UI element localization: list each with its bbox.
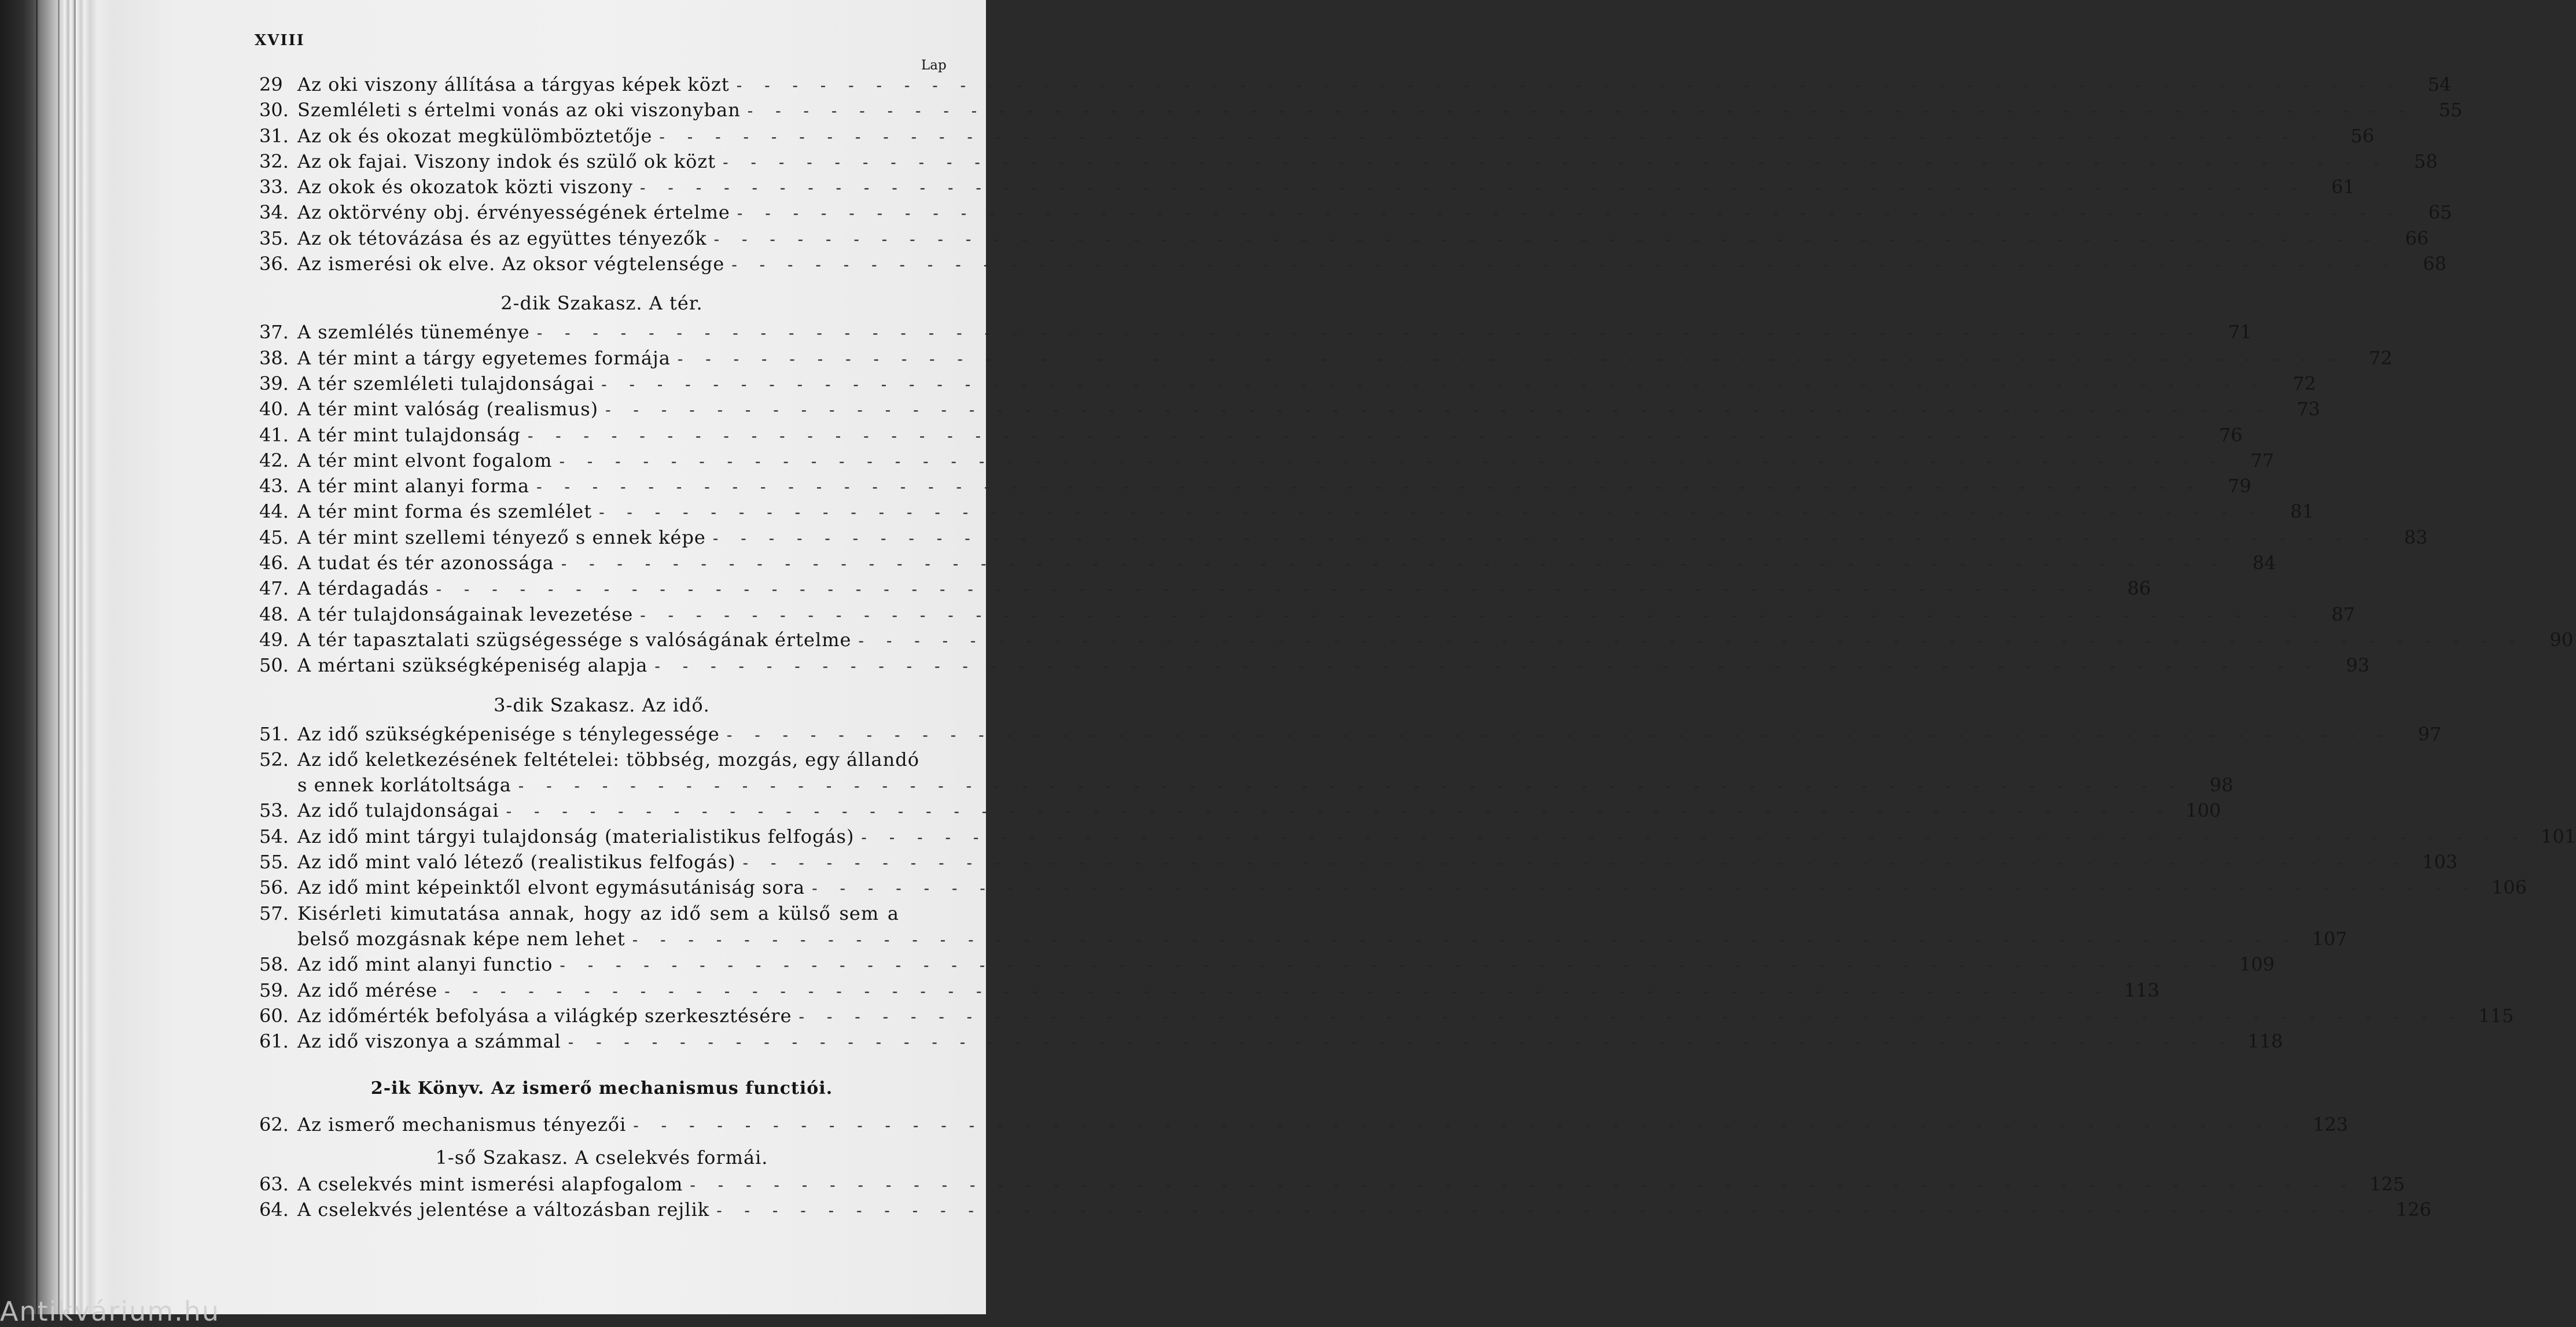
page-edge-line — [74, 0, 76, 1314]
toc-entry — [259, 422, 2243, 448]
entry-number: 45. — [259, 526, 289, 548]
dot-leader: - - - - - - - - - - - - - - - - - - - - - - - - - - - - - - - - - - - - - - - - - - - - - - - - - - - - - - - - - - - - — [605, 400, 2270, 420]
section-heading: 3-dik Szakasz. Az idő. — [494, 694, 710, 716]
dot-leader: - - - - - - - - - - - - - - - - - - - - - - - - - - - - - - - - - - - - - - - - - - - - - - - - - - - - - - - - - - - - — [858, 631, 2524, 650]
entry-title: Az oktörvény obj. érvényességének értelme — [297, 201, 730, 224]
entry-number: 62. — [259, 1114, 289, 1136]
entry-page-number: 66 — [2405, 227, 2429, 249]
page-column-label: Lap — [921, 58, 947, 73]
toc-entry — [259, 149, 2438, 174]
entry-page-number: 55 — [2438, 99, 2463, 121]
entry-page-number: 56 — [2350, 124, 2375, 147]
entry-title: Az idő mérése — [297, 979, 438, 1001]
page-edge-line — [36, 0, 38, 1314]
dot-leader: - - - - - - - - - - - - - - - - - - - - - - - - - - - - - - - - - - - - - - - - - - - - - - - - - - - - - - - - - - - - — [712, 528, 2378, 548]
entry-title: Az idő viszonya a számmal — [297, 1030, 561, 1053]
dot-leader: - - - - - - - - - - - - - - - - - - - - - - - - - - - - - - - - - - - - - - - - - - - - - - - - - - - - - - - - - - - - — [659, 127, 2325, 146]
toc-entry — [259, 72, 2452, 97]
entry-page-number: 125 — [2369, 1173, 2405, 1195]
dot-leader: - - - - - - - - - - - - - - - - - - - - - - - - - - - - - - - - - - - - - - - - - - - - - - - - - - - - - - - - - - - - — [632, 930, 2298, 949]
entry-title: A tér mint szellemi tényező s ennek képe — [297, 526, 706, 548]
toc-entry — [259, 448, 2275, 473]
entry-title: Az ok tétovázása és az együttes tényezők — [297, 227, 707, 249]
dot-leader: - - - - - - - - - - - - - - - - - - - - - - - - - - - - - - - - - - - - - - - - - - - - - - - - - - - - - - - - - - - - — [536, 477, 2202, 497]
toc-entry — [259, 952, 2275, 977]
entry-page-number: 61 — [2331, 176, 2355, 198]
toc-entry — [259, 576, 2151, 601]
entry-number: 39. — [259, 372, 289, 395]
dot-leader: - - - - - - - - - - - - - - - - - - - - - - - - - - - - - - - - - - - - - - - - - - - - - - - - - - - - - - - - - - - - — [654, 657, 2320, 676]
dot-leader: - - - - - - - - - - - - - - - - - - - - - - - - - - - - - - - - - - - - - - - - - - - - - - - - - - - - - - - - - - - - — [690, 1175, 2356, 1195]
entry-title: Az okok és okozatok közti viszony — [297, 176, 634, 198]
entry-title: A térdagadás — [297, 577, 429, 600]
entry-page-number: 98 — [2209, 774, 2233, 797]
entry-title: A tér mint alanyi forma — [297, 475, 530, 497]
toc-entry — [259, 747, 954, 772]
entry-title: A tér tulajdonságainak levezetése — [297, 603, 634, 625]
dot-leader: - - - - - - - - - - - - - - - - - - - - - - - - - - - - - - - - - - - - - - - - - - - - - - - - - - - - - - - - - - - - — [747, 101, 2413, 121]
entry-number: 53. — [259, 799, 289, 822]
dot-leader: - - - - - - - - - - - - - - - - - - - - - - - - - - - - - - - - - - - - - - - - - - - - - - - - - - - - - - - - - - - - — [716, 1200, 2382, 1220]
entry-page-number: 72 — [2368, 347, 2393, 369]
toc-entry — [259, 721, 2442, 747]
table-of-contents — [259, 72, 2576, 1222]
entry-page-number: 109 — [2239, 953, 2275, 976]
dot-leader: - - - - - - - - - - - - - - - - - - - - - - - - - - - - - - - - - - - - - - - - - - - - - - - - - - - - - - - - - - - - — [677, 349, 2343, 368]
toc-entry — [259, 97, 2463, 123]
entry-page-number: 54 — [2427, 73, 2452, 95]
toc-entry — [259, 371, 2316, 396]
entry-title: A tér mint a tárgy egyetemes formája — [297, 347, 671, 369]
entry-page-number: 107 — [2312, 927, 2347, 950]
toc-entry — [259, 1029, 2283, 1054]
entry-number: 63. — [259, 1173, 289, 1195]
toc-entry — [259, 396, 2320, 422]
toc-entry — [259, 473, 2251, 499]
entry-title: s ennek korlátoltsága — [297, 774, 511, 797]
entry-number: 36. — [259, 253, 289, 275]
dot-leader: - - - - - - - - - - - - - - - - - - - - - - - - - - - - - - - - - - - - - - - - - - - - - - - - - - - - - - - - - - - - — [726, 725, 2392, 744]
entry-title: Az idő szükségképenisége s ténylegessége — [297, 723, 720, 745]
watermark: Antikvárium.hu — [0, 1296, 220, 1327]
entry-title: A tudat és tér azonossága — [297, 552, 554, 574]
toc-entry — [259, 123, 2375, 149]
toc-entry — [259, 901, 954, 926]
entry-number: 37. — [259, 321, 289, 344]
entry-title: A tér mint tulajdonság — [297, 423, 521, 446]
toc-entry — [259, 345, 2393, 371]
dot-leader: - - - - - - - - - - - - - - - - - - - - - - - - - - - - - - - - - - - - - - - - - - - - - - - - - - - - - - - - - - - - — [633, 1116, 2299, 1136]
entry-page-number: 106 — [2491, 876, 2527, 899]
entry-title: Az idő tulajdonságai — [297, 799, 499, 822]
dot-leader: - - - - - - - - - - - - - - - - - - - - - - - - - - - - - - - - - - - - - - - - - - - - - - - - - - - - - - - - - - - - — [736, 76, 2402, 95]
entry-page-number: 72 — [2292, 372, 2316, 395]
toc-entry — [259, 251, 2447, 277]
entry-page-number: 86 — [2127, 577, 2151, 600]
dot-leader: - - - - - - - - - - - - - - - - - - - - - - - - - - - - - - - - - - - - - - - - - - - - - - - - - - - - - - - - - - - - — [640, 605, 2306, 625]
entry-title: Kisérleti kimutatása annak, hogy az idő sem a külső sem a — [297, 902, 899, 924]
entry-page-number: 97 — [2417, 723, 2442, 745]
entry-number: 44. — [259, 500, 289, 523]
entry-page-number: 103 — [2422, 851, 2458, 873]
entry-number: 47. — [259, 577, 289, 600]
entry-page-number: 101 — [2541, 825, 2576, 847]
entry-number: 60. — [259, 1004, 289, 1027]
toc-entry — [259, 627, 2574, 653]
entry-number: 41. — [259, 423, 289, 446]
toc-entry — [259, 653, 2370, 678]
entry-title: A tér mint forma és szemlélet — [297, 500, 593, 523]
entry-page-number: 113 — [2124, 979, 2159, 1001]
entry-title: A tér mint elvont fogalom — [297, 449, 553, 471]
entry-page-number: 77 — [2250, 449, 2275, 471]
dot-leader: - - - - - - - - - - - - - - - - - - - - - - - - - - - - - - - - - - - - - - - - - - - - - - - - - - - - - - - - - - - - — [798, 1007, 2464, 1026]
entry-title: Az ok és okozat megkülömböztetője — [297, 124, 653, 147]
toc-entry — [259, 525, 2428, 550]
entry-page-number: 76 — [2218, 423, 2243, 446]
dot-leader: - - - - - - - - - - - - - - - - - - - - - - - - - - - - - - - - - - - - - - - - - - - - - - - - - - - - - - - - - - - - — [812, 879, 2477, 898]
entry-page-number: 71 — [2228, 321, 2252, 344]
toc-entry — [259, 824, 2576, 849]
entry-title: A mértani szükségképeniség alapja — [297, 654, 648, 677]
dot-leader: - - - - - - - - - - - - - - - - - - - - - - - - - - - - - - - - - - - - - - - - - - - - - - - - - - - - - - - - - - - - — [518, 776, 2184, 796]
entry-page-number: 93 — [2346, 654, 2370, 677]
toc-entry — [259, 1112, 2349, 1137]
toc-entry — [259, 174, 2355, 200]
toc-entry — [259, 1003, 2514, 1029]
entry-page-number: 65 — [2428, 201, 2452, 224]
entry-title: A tér mint valóság (realismus) — [297, 398, 599, 421]
entry-number: 52. — [259, 748, 289, 771]
dot-leader: - - - - - - - - - - - - - - - - - - - - - - - - - - - - - - - - - - - - - - - - - - - - - - - - - - - - - - - - - - - - — [723, 152, 2388, 172]
entry-page-number: 100 — [2185, 799, 2221, 822]
toc-entry — [259, 849, 2458, 875]
toc-entry — [259, 200, 2452, 225]
dot-leader: - - - - - - - - - - - - - - - - - - - - - - - - - - - - - - - - - - - - - - - - - - - - - - - - - - - - - - - - - - - - — [599, 503, 2264, 522]
dot-leader: - - - - - - - - - - - - - - - - - - - - - - - - - - - - - - - - - - - - - - - - - - - - - - - - - - - - - - - - - - - - — [601, 374, 2266, 394]
entry-number: 30. — [259, 99, 289, 121]
entry-title: Szemléleti s értelmi vonás az oki viszonyban — [297, 99, 741, 121]
section-heading: 1-ső Szakasz. A cselekvés formái. — [435, 1146, 768, 1169]
dot-leader: - - - - - - - - - - - - - - - - - - - - - - - - - - - - - - - - - - - - - - - - - - - - - - - - - - - - - - - - - - - - — [559, 451, 2225, 471]
entry-number: 57. — [259, 902, 289, 924]
dot-leader: - - - - - - - - - - - - - - - - - - - - - - - - - - - - - - - - - - - - - - - - - - - - - - - - - - - - - - - - - - - - — [444, 981, 2110, 1001]
entry-title: Az idő mint képeinktől elvont egymásutániság sora — [297, 876, 805, 899]
entry-number: 54. — [259, 825, 289, 847]
dot-leader: - - - - - - - - - - - - - - - - - - - - - - - - - - - - - - - - - - - - - - - - - - - - - - - - - - - - - - - - - - - - — [560, 956, 2225, 975]
entry-number: 56. — [259, 876, 289, 899]
entry-number: 35. — [259, 227, 289, 249]
entry-page-number: 118 — [2247, 1030, 2283, 1053]
entry-number: 61. — [259, 1030, 289, 1053]
toc-entry — [259, 926, 2347, 952]
entry-title: A cselekvés jelentése a változásban rejlik — [297, 1198, 710, 1221]
entry-page-number: 87 — [2331, 603, 2356, 625]
dot-leader: - - - - - - - - - - - - - - - - - - - - - - - - - - - - - - - - - - - - - - - - - - - - - - - - - - - - - - - - - - - - — [737, 204, 2402, 223]
toc-entry — [259, 978, 2159, 1003]
dot-leader: - - - - - - - - - - - - - - - - - - - - - - - - - - - - - - - - - - - - - - - - - - - - - - - - - - - - - - - - - - - - — [527, 426, 2193, 445]
entry-page-number: 90 — [2549, 628, 2574, 651]
toc-entry — [259, 550, 2276, 576]
entry-number: 58. — [259, 953, 289, 976]
toc-entry — [259, 1197, 2431, 1222]
entry-title: A tér tapasztalati szügségessége s valóságának értelme — [297, 628, 852, 651]
toc-entry — [259, 319, 2252, 345]
book-spine-edge — [0, 0, 110, 1314]
entry-page-number: 79 — [2228, 475, 2251, 497]
entry-number: 49. — [259, 628, 289, 651]
entry-number: 46. — [259, 552, 289, 574]
entry-page-number: 123 — [2313, 1114, 2349, 1136]
dot-leader: - - - - - - - - - - - - - - - - - - - - - - - - - - - - - - - - - - - - - - - - - - - - - - - - - - - - - - - - - - - - — [713, 229, 2379, 249]
entry-page-number: 83 — [2404, 526, 2428, 548]
entry-title: Az ismerő mechanismus tényezői — [297, 1114, 627, 1136]
entry-number: 50. — [259, 654, 289, 677]
dot-leader: - - - - - - - - - - - - - - - - - - - - - - - - - - - - - - - - - - - - - - - - - - - - - - - - - - - - - - - - - - - - — [742, 853, 2408, 873]
page-edge-line — [58, 0, 60, 1314]
entry-number: 48. — [259, 603, 289, 625]
entry-number: 34. — [259, 201, 289, 224]
entry-number: 32. — [259, 150, 289, 172]
entry-number: 64. — [259, 1198, 289, 1221]
entry-title: Az idő mint való létező (realistikus felfogás) — [297, 851, 736, 873]
dot-leader: - - - - - - - - - - - - - - - - - - - - - - - - - - - - - - - - - - - - - - - - - - - - - - - - - - - - - - - - - - - - — [568, 1033, 2233, 1052]
entry-page-number: 73 — [2297, 398, 2320, 421]
section-heading: 2-dik Szakasz. A tér. — [501, 292, 703, 315]
entry-number: 33. — [259, 176, 289, 198]
toc-entry — [259, 1171, 2405, 1197]
toc-entry — [259, 875, 2527, 900]
entry-title: Az idő keletkezésének feltételei: többség, mozgás, egy állandó — [297, 748, 919, 771]
book-heading: 2-ik Könyv. Az ismerő mechanismus functiói. — [370, 1078, 833, 1099]
entry-title: Az oki viszony állítása a tárgyas képek közt — [297, 73, 730, 95]
dot-leader: - - - - - - - - - - - - - - - - - - - - - - - - - - - - - - - - - - - - - - - - - - - - - - - - - - - - - - - - - - - - — [731, 255, 2397, 275]
dot-leader: - - - - - - - - - - - - - - - - - - - - - - - - - - - - - - - - - - - - - - - - - - - - - - - - - - - - - - - - - - - - — [436, 580, 2102, 599]
entry-number: 31. — [259, 124, 289, 147]
running-head: XVIII — [255, 32, 305, 49]
entry-number: 59. — [259, 979, 289, 1001]
entry-title: Az ismerési ok elve. Az oksor végtelensége — [297, 253, 725, 275]
entry-page-number: 68 — [2423, 253, 2447, 275]
dot-leader: - - - - - - - - - - - - - - - - - - - - - - - - - - - - - - - - - - - - - - - - - - - - - - - - - - - - - - - - - - - - — [640, 178, 2305, 198]
entry-title: Az ok fajai. Viszony indok és szülő ok közt — [297, 150, 716, 172]
dot-leader: - - - - - - - - - - - - - - - - - - - - - - - - - - - - - - - - - - - - - - - - - - - - - - - - - - - - - - - - - - - - — [861, 827, 2527, 847]
toc-entry — [259, 499, 2314, 524]
entry-title: Az időmérték befolyása a világkép szerkesztésére — [297, 1004, 792, 1027]
toc-entry — [259, 602, 2356, 627]
toc-entry — [259, 772, 2233, 798]
toc-entry — [259, 798, 2221, 823]
dot-leader: - - - - - - - - - - - - - - - - - - - - - - - - - - - - - - - - - - - - - - - - - - - - - - - - - - - - - - - - - - - - — [506, 802, 2172, 821]
entry-title: A cselekvés mint ismerési alapfogalom — [297, 1173, 683, 1195]
entry-number: 51. — [259, 723, 289, 745]
entry-number: 42. — [259, 449, 289, 471]
entry-number: 38. — [259, 347, 289, 369]
entry-number: 29 — [259, 73, 283, 95]
entry-title: A szemlélés tüneménye — [297, 321, 530, 344]
toc-entry — [259, 226, 2429, 251]
entry-page-number: 126 — [2395, 1198, 2431, 1221]
entry-page-number: 115 — [2478, 1004, 2514, 1027]
entry-title: Az idő mint tárgyi tulajdonság (materialistikus felfogás) — [297, 825, 855, 847]
entry-page-number: 84 — [2252, 552, 2276, 574]
entry-title: belső mozgásnak képe nem lehet — [297, 927, 625, 950]
dot-leader: - - - - - - - - - - - - - - - - - - - - - - - - - - - - - - - - - - - - - - - - - - - - - - - - - - - - - - - - - - - - — [536, 323, 2202, 343]
entry-title: A tér szemléleti tulajdonságai — [297, 372, 595, 395]
entry-page-number: 81 — [2290, 500, 2314, 523]
dot-leader: - - - - - - - - - - - - - - - - - - - - - - - - - - - - - - - - - - - - - - - - - - - - - - - - - - - - - - - - - - - - — [561, 554, 2227, 574]
entry-page-number: 58 — [2414, 150, 2438, 172]
entry-number: 40. — [259, 398, 289, 421]
entry-number: 55. — [259, 851, 289, 873]
entry-title: Az idő mint alanyi functio — [297, 953, 553, 976]
entry-number: 43. — [259, 475, 289, 497]
